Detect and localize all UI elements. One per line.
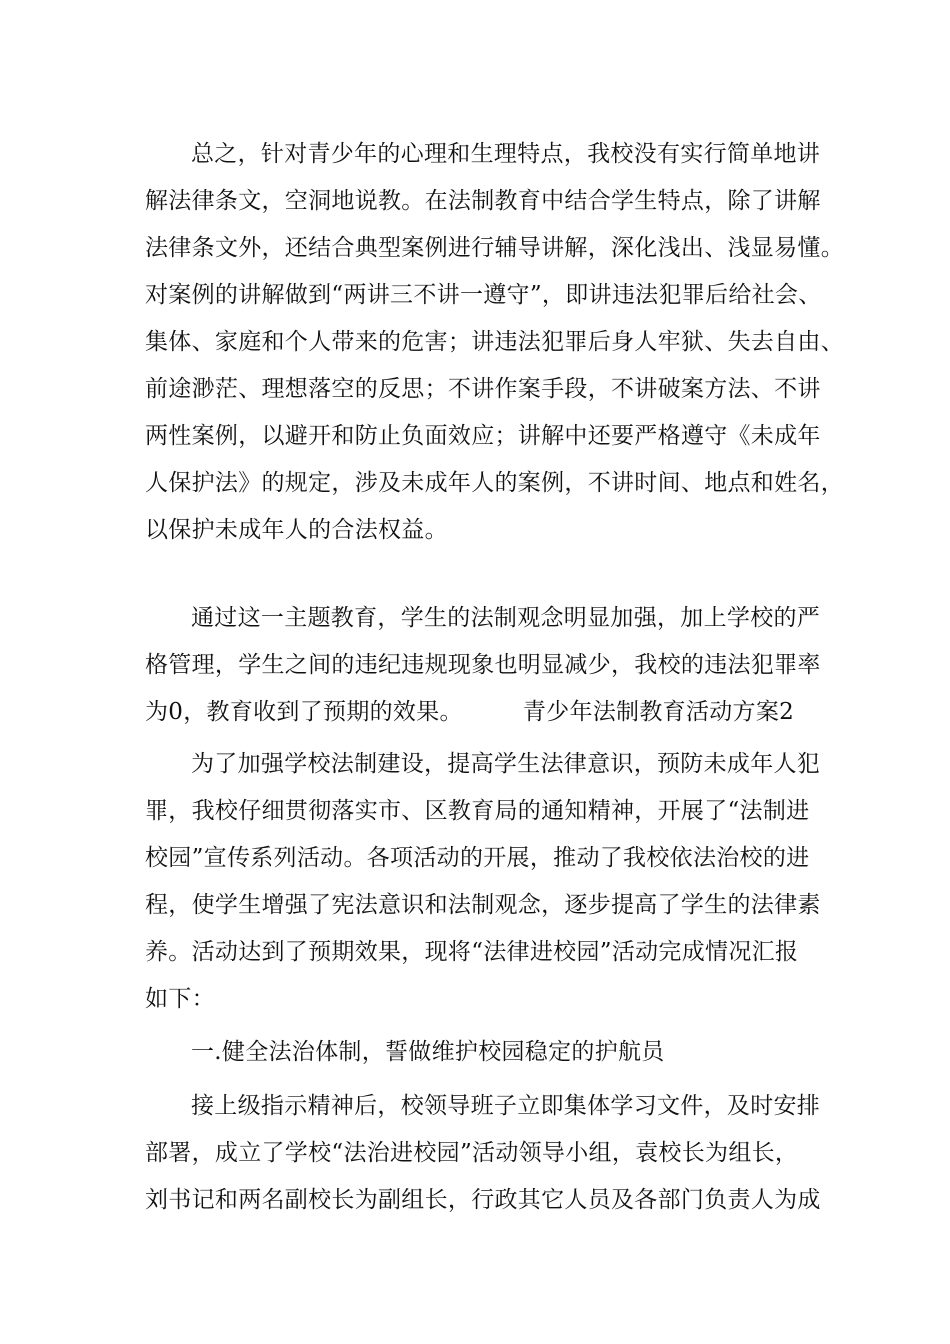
- paragraph-1-line-1: 总之，针对青少年的心理和生理特点，我校没有实行简单地讲: [191, 141, 821, 167]
- paragraph-2-line-2: 格管理，学生之间的违纪违规现象也明显减少，我校的违法犯罪率: [145, 652, 821, 678]
- paragraph-3-line-4: 程，使学生增强了宪法意识和法制观念，逐步提高了学生的法律素: [145, 892, 821, 918]
- paragraph-4-line-1: 接上级指示精神后，校领导班子立即集体学习文件，及时安排: [191, 1093, 821, 1119]
- paragraph-2-line-3-text: 为0，教育收到了预期的效果。: [145, 699, 463, 725]
- paragraph-3-line-3: 校园”宣传系列活动。各项活动的开展，推动了我校依法治校的进: [145, 845, 810, 871]
- paragraph-3-line-1: 为了加强学校法制建设，提高学生法律意识，预防未成年人犯: [191, 751, 821, 777]
- paragraph-4-line-2: 部署，成立了学校“法治进校园”活动领导小组，袁校长为组长，: [145, 1140, 799, 1166]
- paragraph-2-line-3: [145, 697, 825, 727]
- paragraph-1-line-6: 前途渺茫、理想落空的反思；不讲作案手段，不讲破案方法、不讲: [145, 376, 821, 402]
- paragraph-1-line-9: 以保护未成年人的合法权益。: [145, 517, 448, 543]
- paragraph-3-line-5: 养。活动达到了预期效果，现将“法律进校园”活动完成情况汇报: [145, 939, 799, 965]
- paragraph-2-line-1: 通过这一主题教育，学生的法制观念明显加强，加上学校的严: [191, 605, 821, 631]
- paragraph-1-line-3: 法律条文外，还结合典型案例进行辅导讲解，深化浅出、浅显易懂。: [145, 235, 844, 261]
- paragraph-1-line-2: 解法律条文，空洞地说教。在法制教育中结合学生特点，除了讲解: [145, 188, 821, 214]
- section-heading-plan-2: 青少年法制教育活动方案2: [522, 699, 795, 725]
- paragraph-1-line-8: 人保护法》的规定，涉及未成年人的案例，不讲时间、地点和姓名，: [145, 470, 844, 496]
- paragraph-4-line-3: 刘书记和两名副校长为副组长，行政其它人员及各部门负责人为成: [145, 1187, 821, 1213]
- paragraph-3-line-6: 如下：: [145, 986, 215, 1012]
- paragraph-1-line-4: 对案例的讲解做到“两讲三不讲一遵守”，即讲违法犯罪后给社会、: [145, 282, 822, 308]
- paragraph-1-line-5: 集体、家庭和个人带来的危害；讲违法犯罪后身人牢狱、失去自由、: [145, 329, 844, 355]
- subheading-1: 一.健全法治体制，誓做维护校园稳定的护航员: [191, 1039, 665, 1065]
- paragraph-1-line-7: 两性案例，以避开和防止负面效应；讲解中还要严格遵守《未成年: [145, 423, 821, 449]
- paragraph-3-line-2: 罪，我校仔细贯彻落实市、区教育局的通知精神，开展了“法制进: [145, 798, 810, 824]
